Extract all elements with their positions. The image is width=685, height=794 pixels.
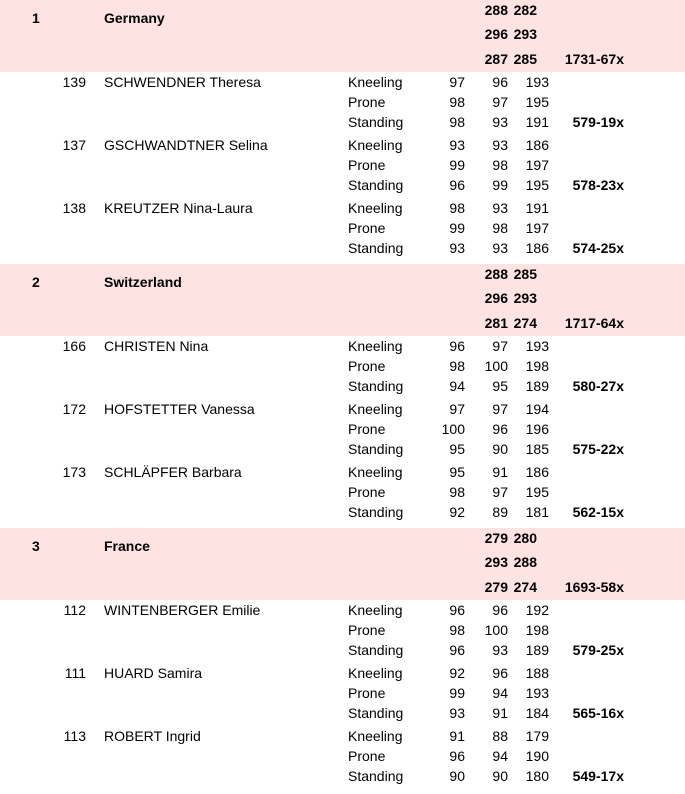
position-row xyxy=(0,421,685,441)
team-score-value: 296 xyxy=(484,290,508,306)
position-label: Standing xyxy=(348,114,404,130)
athlete-name: GSCHWANDTNER Selina xyxy=(104,137,268,153)
position-sum: 191 xyxy=(525,114,549,130)
athlete-entry xyxy=(0,462,685,525)
series-score: 98 xyxy=(492,157,508,173)
position-row xyxy=(0,642,685,662)
position-sum: 198 xyxy=(525,622,549,638)
series-score: 98 xyxy=(449,484,465,500)
series-score: 93 xyxy=(449,137,465,153)
position-label: Standing xyxy=(348,705,404,721)
position-sum: 193 xyxy=(525,338,549,354)
team-score-value: 282 xyxy=(513,2,537,18)
position-label: Kneeling xyxy=(348,74,403,90)
team-score-line xyxy=(0,24,685,49)
series-score: 99 xyxy=(449,220,465,236)
position-sum: 181 xyxy=(525,504,549,520)
position-label: Kneeling xyxy=(348,665,403,681)
position-row xyxy=(0,685,685,705)
athlete-entry xyxy=(0,72,685,135)
position-label: Standing xyxy=(348,642,404,658)
position-label: Standing xyxy=(348,240,404,256)
series-score: 97 xyxy=(492,401,508,417)
position-sum: 184 xyxy=(525,705,549,721)
series-score: 97 xyxy=(449,401,465,417)
position-sum: 189 xyxy=(525,642,549,658)
team-score-value: 288 xyxy=(484,266,508,282)
position-row xyxy=(0,94,685,114)
series-score: 97 xyxy=(492,94,508,110)
athlete-entry xyxy=(0,726,685,789)
series-score: 99 xyxy=(449,685,465,701)
athlete-name: KREUTZER Nina-Laura xyxy=(104,200,253,216)
team-rank: 1 xyxy=(32,10,40,26)
team-score-value: 288 xyxy=(513,554,537,570)
team-rank: 2 xyxy=(32,274,40,290)
series-score: 91 xyxy=(492,464,508,480)
team-score-line xyxy=(0,0,685,25)
team-score-value: 285 xyxy=(513,51,537,67)
position-sum: 180 xyxy=(525,768,549,784)
position-label: Standing xyxy=(348,768,404,784)
series-score: 93 xyxy=(492,200,508,216)
series-score: 100 xyxy=(441,421,465,437)
athlete-entry xyxy=(0,399,685,462)
series-score: 92 xyxy=(449,665,465,681)
position-row xyxy=(0,74,685,94)
position-sum: 185 xyxy=(525,441,549,457)
series-score: 90 xyxy=(449,768,465,784)
athlete-name: ROBERT Ingrid xyxy=(104,728,201,744)
series-score: 97 xyxy=(492,484,508,500)
position-label: Prone xyxy=(348,748,386,764)
athlete-total: 580-27x xyxy=(572,378,624,394)
team-score-value: 293 xyxy=(484,554,508,570)
position-label: Kneeling xyxy=(348,338,403,354)
athlete-name: CHRISTEN Nina xyxy=(104,338,209,354)
series-score: 90 xyxy=(492,768,508,784)
position-label: Prone xyxy=(348,157,386,173)
position-row xyxy=(0,378,685,398)
position-row xyxy=(0,338,685,358)
position-sum: 189 xyxy=(525,378,549,394)
position-sum: 179 xyxy=(525,728,549,744)
position-sum: 193 xyxy=(525,685,549,701)
athlete-name: SCHLÄPFER Barbara xyxy=(104,464,242,480)
series-score: 96 xyxy=(449,602,465,618)
series-score: 94 xyxy=(492,685,508,701)
position-sum: 195 xyxy=(525,484,549,500)
athlete-entry xyxy=(0,336,685,399)
athlete-total: 574-25x xyxy=(572,240,624,256)
team-score-value: 296 xyxy=(484,26,508,42)
team-score-value: 287 xyxy=(484,51,508,67)
series-score: 90 xyxy=(492,441,508,457)
athlete-bib: 138 xyxy=(62,200,86,216)
position-label: Prone xyxy=(348,685,386,701)
position-label: Prone xyxy=(348,94,386,110)
series-score: 96 xyxy=(449,642,465,658)
position-label: Prone xyxy=(348,421,386,437)
position-row xyxy=(0,358,685,378)
position-label: Standing xyxy=(348,441,404,457)
series-score: 91 xyxy=(492,705,508,721)
position-row xyxy=(0,768,685,788)
position-label: Prone xyxy=(348,358,386,374)
series-score: 97 xyxy=(492,338,508,354)
series-score: 93 xyxy=(449,705,465,721)
position-sum: 186 xyxy=(525,137,549,153)
athlete-total: 575-22x xyxy=(572,441,624,457)
team-total: 1693-58x xyxy=(564,579,624,595)
athlete-total: 549-17x xyxy=(572,768,624,784)
series-score: 98 xyxy=(449,94,465,110)
team-score-line xyxy=(0,552,685,577)
position-row xyxy=(0,441,685,461)
series-score: 93 xyxy=(492,114,508,130)
athlete-name: WINTENBERGER Emilie xyxy=(104,602,261,618)
team-score-value: 293 xyxy=(513,290,537,306)
series-score: 96 xyxy=(449,748,465,764)
team-name: Switzerland xyxy=(104,274,182,290)
team-score-value: 293 xyxy=(513,26,537,42)
team-score-line xyxy=(0,264,685,289)
athlete-entry xyxy=(0,600,685,663)
series-score: 91 xyxy=(449,728,465,744)
series-score: 97 xyxy=(449,74,465,90)
athlete-total: 578-23x xyxy=(572,177,624,193)
athlete-bib: 113 xyxy=(63,728,86,744)
series-score: 100 xyxy=(484,622,508,638)
athlete-name: HOFSTETTER Vanessa xyxy=(104,401,255,417)
position-label: Prone xyxy=(348,622,386,638)
series-score: 94 xyxy=(492,748,508,764)
position-sum: 197 xyxy=(525,220,549,236)
position-sum: 195 xyxy=(525,177,549,193)
series-score: 95 xyxy=(449,464,465,480)
position-sum: 197 xyxy=(525,157,549,173)
series-score: 96 xyxy=(449,177,465,193)
position-row xyxy=(0,665,685,685)
athlete-bib: 173 xyxy=(62,464,86,480)
athlete-bib: 112 xyxy=(63,602,86,618)
team-score-value: 285 xyxy=(513,266,537,282)
position-sum: 188 xyxy=(525,665,549,681)
series-score: 95 xyxy=(449,441,465,457)
position-sum: 195 xyxy=(525,94,549,110)
team-score-line xyxy=(0,577,685,602)
series-score: 92 xyxy=(449,504,465,520)
athlete-bib: 139 xyxy=(62,74,86,90)
position-row xyxy=(0,748,685,768)
athlete-total: 579-19x xyxy=(572,114,624,130)
series-score: 96 xyxy=(492,421,508,437)
position-row xyxy=(0,504,685,524)
position-sum: 192 xyxy=(525,602,549,618)
series-score: 98 xyxy=(449,622,465,638)
position-row xyxy=(0,240,685,260)
athlete-name: HUARD Samira xyxy=(104,665,203,681)
position-sum: 191 xyxy=(525,200,549,216)
position-label: Kneeling xyxy=(348,401,403,417)
team-score-value: 274 xyxy=(513,579,537,595)
series-score: 98 xyxy=(449,114,465,130)
position-sum: 190 xyxy=(525,748,549,764)
position-row xyxy=(0,602,685,622)
athlete-total: 562-15x xyxy=(572,504,624,520)
position-row xyxy=(0,728,685,748)
team-score-line xyxy=(0,528,685,553)
athlete-total: 565-16x xyxy=(572,705,624,721)
position-label: Standing xyxy=(348,504,404,520)
series-score: 96 xyxy=(449,338,465,354)
series-score: 96 xyxy=(492,602,508,618)
series-score: 94 xyxy=(449,378,465,394)
series-score: 89 xyxy=(492,504,508,520)
series-score: 88 xyxy=(492,728,508,744)
team-score-value: 274 xyxy=(513,315,537,331)
team-header xyxy=(0,528,685,600)
series-score: 100 xyxy=(484,358,508,374)
series-score: 96 xyxy=(492,74,508,90)
team-score-value: 288 xyxy=(484,2,508,18)
position-label: Kneeling xyxy=(348,602,403,618)
series-score: 98 xyxy=(449,358,465,374)
position-label: Kneeling xyxy=(348,728,403,744)
series-score: 93 xyxy=(492,642,508,658)
team-score-value: 281 xyxy=(484,315,508,331)
position-label: Kneeling xyxy=(348,137,403,153)
position-row xyxy=(0,622,685,642)
series-score: 96 xyxy=(492,665,508,681)
athlete-entry xyxy=(0,198,685,261)
position-row xyxy=(0,484,685,504)
team-score-value: 280 xyxy=(513,530,537,546)
team-total: 1717-64x xyxy=(564,315,624,331)
position-row xyxy=(0,464,685,484)
series-score: 98 xyxy=(449,200,465,216)
athlete-entry xyxy=(0,663,685,726)
position-row xyxy=(0,177,685,197)
position-sum: 196 xyxy=(525,421,549,437)
position-row xyxy=(0,157,685,177)
series-score: 98 xyxy=(492,220,508,236)
position-label: Prone xyxy=(348,220,386,236)
series-score: 93 xyxy=(492,137,508,153)
position-row xyxy=(0,137,685,157)
position-row xyxy=(0,200,685,220)
team-score-line xyxy=(0,49,685,74)
series-score: 99 xyxy=(492,177,508,193)
team-total: 1731-67x xyxy=(564,51,624,67)
team-name: Germany xyxy=(104,10,165,26)
team-header xyxy=(0,0,685,72)
position-label: Kneeling xyxy=(348,464,403,480)
athlete-name: SCHWENDNER Theresa xyxy=(104,74,261,90)
series-score: 99 xyxy=(449,157,465,173)
athlete-total: 579-25x xyxy=(572,642,624,658)
position-row xyxy=(0,705,685,725)
team-score-value: 279 xyxy=(484,579,508,595)
position-row xyxy=(0,114,685,134)
position-sum: 193 xyxy=(525,74,549,90)
position-row xyxy=(0,220,685,240)
team-rank: 3 xyxy=(32,538,40,554)
position-row xyxy=(0,401,685,421)
position-sum: 186 xyxy=(525,240,549,256)
athlete-bib: 111 xyxy=(64,665,86,681)
team-score-value: 279 xyxy=(484,530,508,546)
team-score-line xyxy=(0,313,685,338)
position-sum: 186 xyxy=(525,464,549,480)
athlete-bib: 166 xyxy=(62,338,86,354)
team-score-line xyxy=(0,288,685,313)
position-label: Prone xyxy=(348,484,386,500)
position-label: Standing xyxy=(348,378,404,394)
position-sum: 194 xyxy=(525,401,549,417)
position-label: Kneeling xyxy=(348,200,403,216)
series-score: 95 xyxy=(492,378,508,394)
team-header xyxy=(0,264,685,336)
position-label: Standing xyxy=(348,177,404,193)
series-score: 93 xyxy=(449,240,465,256)
team-name: France xyxy=(104,538,150,554)
position-sum: 198 xyxy=(525,358,549,374)
series-score: 93 xyxy=(492,240,508,256)
athlete-bib: 137 xyxy=(62,137,86,153)
athlete-bib: 172 xyxy=(62,401,86,417)
athlete-entry xyxy=(0,135,685,198)
